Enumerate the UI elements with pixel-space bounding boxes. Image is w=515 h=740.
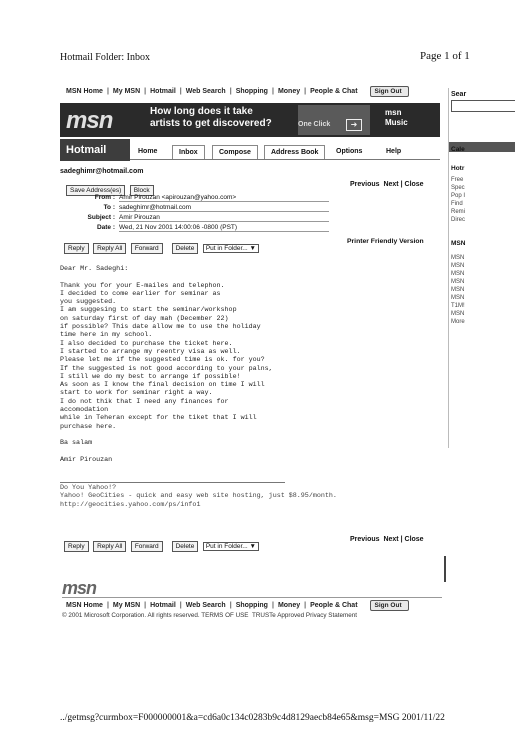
hotmail-list-item[interactable]: Pop I <box>451 193 466 199</box>
message-body: Dear Mr. Sadeghi: Thank you for your E-mailes and telephon. I decided to come earlier for seminar as you suggested. I am suggesing to start the seminar/workshop on saturday first of day mah (December 22) if possible? This date allow me to use the holiday time here in my school. I also decided to purchase the ticket here. I started to arrange my reentry visa as well. Please let me if the suggested time is ok. for you? If the suggested is not good according to your palns, I still we do my best to arrange if possible! As soon as I know the final decision on time I will start to work for seminar right a way. I do not thik that I need any finances for accomodation while in Teheran except for the tiket that I will purchase here. Ba salam Amir Pirouzan <box>60 265 273 464</box>
copyright-text: © 2001 Microsoft Corporation. All rights reserved. <box>62 612 200 619</box>
search-heading: Sear <box>451 91 467 98</box>
tab-help[interactable]: Help <box>386 148 402 155</box>
yahoo-line-2: Yahoo! GeoCities - quick and easy web site hosting, just $8.95/month. <box>60 492 337 501</box>
top-message-nav: Previous Next | Close <box>350 181 424 188</box>
date-value: Wed, 21 Nov 2001 14:00:06 -0800 (PST) <box>119 224 329 232</box>
msn-list-item[interactable]: MSN <box>451 263 465 269</box>
yahoo-footer <box>60 484 337 509</box>
msn-list-item[interactable]: MSN <box>451 271 465 277</box>
msn-banner <box>60 103 440 137</box>
msn-list-item[interactable]: MSN <box>451 311 465 317</box>
footer-sign-out-button[interactable]: Sign Out <box>370 600 409 611</box>
one-click-label: One Click <box>298 121 331 128</box>
hotmail-heading: Hotr <box>451 165 465 172</box>
scrollbar-fragment[interactable] <box>444 556 446 582</box>
one-click-box[interactable] <box>298 105 370 135</box>
hotmail-list-item[interactable]: Remi <box>451 209 466 215</box>
arrow-right-icon[interactable]: ➜ <box>346 119 362 131</box>
msn-heading: MSN <box>451 240 466 247</box>
print-header-page: Page 1 of 1 <box>420 50 470 62</box>
hotmail-list-item[interactable]: Free <box>451 177 464 183</box>
hotmail-list-item[interactable]: Direc <box>451 217 466 223</box>
message-actions-top <box>64 237 259 255</box>
from-label: From : <box>94 194 115 201</box>
message-actions-bottom <box>64 535 259 553</box>
forward-button-bottom[interactable]: Forward <box>131 541 163 552</box>
nav-shopping[interactable]: Shopping <box>235 88 268 95</box>
top-nav: MSN Home | My MSN | Hotmail | Web Search | Shopping | Money | People & Chat Sign Out <box>62 86 409 97</box>
yahoo-link[interactable]: http://geocities.yahoo.com/ps/info1 <box>60 500 201 509</box>
ad-line-1: How long does it take <box>150 106 253 117</box>
truste-link[interactable]: TRUSTe Approved Privacy Statement <box>252 612 358 619</box>
footer-my-msn[interactable]: My MSN <box>112 602 141 609</box>
close-link[interactable]: Close <box>404 181 424 188</box>
forward-button[interactable]: Forward <box>131 243 163 254</box>
previous-link-bottom[interactable]: Previous <box>350 536 380 543</box>
msn-list-item[interactable]: MSN <box>451 279 465 285</box>
bottom-nav: MSN Home | My MSN | Hotmail | Web Search | Shopping | Money | People & Chat Sign Out <box>62 600 409 611</box>
msn-music-logo[interactable] <box>385 108 408 128</box>
previous-link[interactable]: Previous <box>350 181 380 188</box>
next-link[interactable]: Next <box>383 181 399 188</box>
chevron-down-icon: ▼ <box>249 543 256 550</box>
message-header <box>60 194 440 234</box>
nav-money[interactable]: Money <box>277 88 301 95</box>
to-label: To : <box>103 204 115 211</box>
from-value[interactable]: Amir Pirouzan <apirouzan@yahoo.com> <box>119 194 329 202</box>
tab-compose[interactable]: Compose <box>212 145 258 160</box>
nav-my-msn[interactable]: My MSN <box>112 88 141 95</box>
hotmail-list-item[interactable]: Spec <box>451 185 465 191</box>
search-input[interactable] <box>451 100 515 112</box>
print-footer-date: 2001/11/22 <box>401 713 445 723</box>
msn-list-item[interactable]: MSN <box>451 287 465 293</box>
put-in-folder-value-bottom: Put in Folder... <box>205 543 248 550</box>
copyright-row <box>62 612 357 619</box>
msn-list-item[interactable]: T1M! <box>451 303 465 309</box>
block-button[interactable]: Block <box>130 185 154 196</box>
footer-shopping[interactable]: Shopping <box>235 602 268 609</box>
to-value: sadeghimr@hotmail.com <box>119 204 329 212</box>
put-in-folder-select[interactable] <box>203 244 259 253</box>
reply-button[interactable]: Reply <box>64 243 89 254</box>
subject-row <box>60 214 440 224</box>
yahoo-line-1: Do You Yahoo!? <box>60 484 117 492</box>
footer-people-chat[interactable]: People & Chat <box>310 602 358 609</box>
msn-list <box>451 254 465 326</box>
tab-home[interactable]: Home <box>138 148 158 155</box>
reply-all-button-bottom[interactable]: Reply All <box>93 541 126 552</box>
footer-msn-home[interactable]: MSN Home <box>66 602 103 609</box>
hotmail-logo[interactable]: Hotmail <box>60 139 130 161</box>
footer-money[interactable]: Money <box>277 602 301 609</box>
hotmail-bar <box>60 139 440 165</box>
sign-out-button[interactable]: Sign Out <box>370 86 409 97</box>
nav-msn-home[interactable]: MSN Home <box>66 88 103 95</box>
ad-text[interactable] <box>150 106 272 130</box>
msn-footer-logo[interactable]: msn <box>62 578 97 598</box>
delete-button[interactable]: Delete <box>172 243 199 254</box>
msn-list-item[interactable]: More <box>451 319 465 325</box>
tab-divider <box>130 159 440 160</box>
hotmail-list <box>451 176 465 224</box>
reply-all-button[interactable]: Reply All <box>93 243 126 254</box>
music-logo-line1: msn <box>385 108 402 117</box>
print-header-title: Hotmail Folder: Inbox <box>60 52 150 63</box>
date-label: Date : <box>96 224 115 231</box>
date-row <box>60 224 440 234</box>
nav-web-search[interactable]: Web Search <box>185 88 226 95</box>
tab-inbox[interactable]: Inbox <box>172 145 205 160</box>
nav-people-chat[interactable]: People & Chat <box>310 88 358 95</box>
next-link-bottom[interactable]: Next <box>383 536 399 543</box>
tab-address-book[interactable]: Address Book <box>264 145 325 160</box>
put-in-folder-value: Put in Folder... <box>205 245 248 252</box>
delete-button-bottom[interactable]: Delete <box>172 541 199 552</box>
msn-list-item[interactable]: MSN <box>451 255 465 261</box>
tab-options[interactable]: Options <box>336 148 363 155</box>
footer-hotmail[interactable]: Hotmail <box>150 602 176 609</box>
close-link-bottom[interactable]: Close <box>404 536 424 543</box>
subject-value: Amir Pirouzan <box>119 214 329 222</box>
footer-divider <box>62 597 442 598</box>
save-address-button[interactable]: Save Address(es) <box>66 185 125 196</box>
right-column <box>448 88 515 448</box>
calendar-heading: Cale <box>451 146 465 153</box>
subject-label: Subject : <box>87 214 115 221</box>
bottom-message-nav: Previous Next | Close <box>350 536 424 543</box>
reply-button-bottom[interactable]: Reply <box>64 541 89 552</box>
footer-web-search[interactable]: Web Search <box>185 602 226 609</box>
msn-logo[interactable]: msn <box>66 107 113 134</box>
print-footer-path: ../getmsg?curmbox=F000000001&a=cd6a0c134c0283b9c4d8129aecb84e65&msg=MSG <box>60 713 400 723</box>
printer-friendly-link[interactable]: Printer Friendly Version <box>347 238 424 245</box>
music-logo-line2: Music <box>385 118 408 127</box>
account-email: sadeghimr@hotmail.com <box>60 168 144 175</box>
ad-line-2: artists to get discovered? <box>150 118 272 129</box>
chevron-down-icon: ▼ <box>249 245 256 252</box>
signature-divider <box>60 482 285 483</box>
from-row <box>60 194 440 204</box>
msn-list-item[interactable]: MSN <box>451 295 465 301</box>
nav-hotmail[interactable]: Hotmail <box>150 88 176 95</box>
put-in-folder-select-bottom[interactable] <box>203 542 259 551</box>
print-footer-url <box>60 713 445 723</box>
hotmail-list-item[interactable]: Find <box>451 201 463 207</box>
terms-link[interactable]: TERMS OF USE <box>201 612 249 619</box>
to-row <box>60 204 440 214</box>
